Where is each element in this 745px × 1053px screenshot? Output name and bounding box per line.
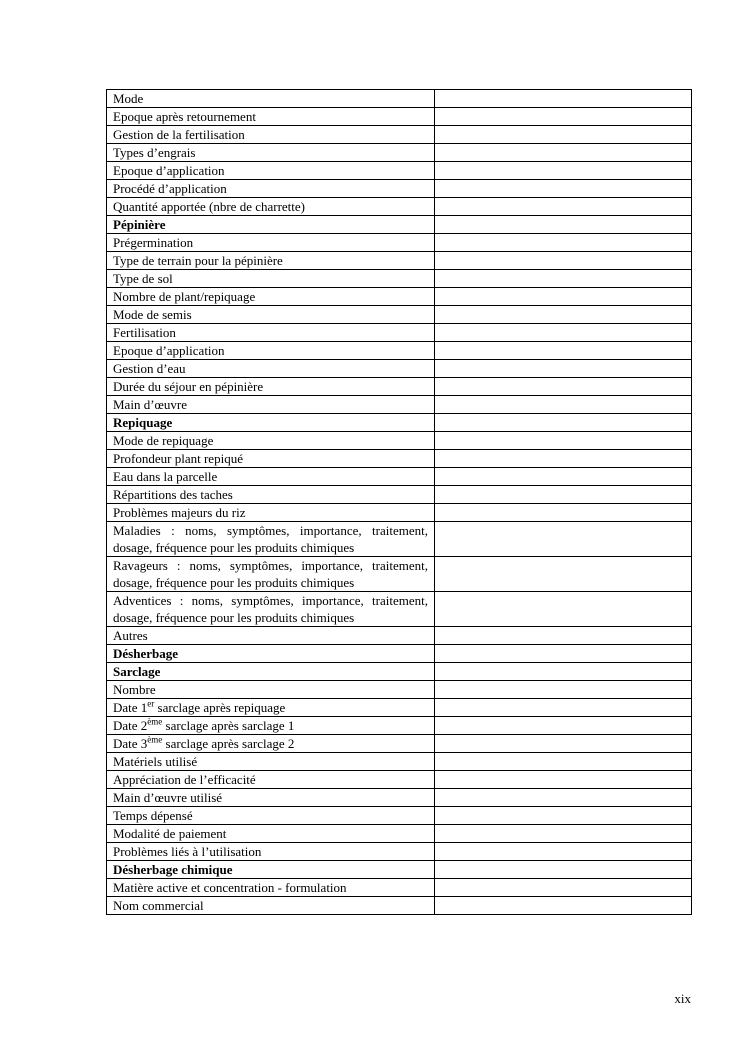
- row-value-cell[interactable]: [435, 234, 692, 252]
- row-label: Mode: [107, 90, 435, 108]
- row-label-text: sarclage après sarclage 1: [162, 718, 295, 733]
- table-row: [107, 162, 692, 180]
- table-row: [107, 699, 692, 717]
- row-value-cell[interactable]: [435, 699, 692, 717]
- row-value-cell[interactable]: [435, 861, 692, 879]
- row-value-cell[interactable]: [435, 825, 692, 843]
- row-label: Main d’œuvre: [107, 396, 435, 414]
- row-label: Procédé d’application: [107, 180, 435, 198]
- table-row: [107, 486, 692, 504]
- row-label: Eau dans la parcelle: [107, 468, 435, 486]
- row-value-cell[interactable]: [435, 897, 692, 915]
- row-label: Désherbage chimique: [107, 861, 435, 879]
- table-row: [107, 807, 692, 825]
- row-value-cell[interactable]: [435, 270, 692, 288]
- table-row: [107, 717, 692, 735]
- row-label: Matière active et concentration - formulation: [107, 879, 435, 897]
- questionnaire-table: [106, 89, 692, 915]
- table-row: [107, 504, 692, 522]
- section-header-row: [107, 414, 692, 432]
- row-value-cell[interactable]: [435, 126, 692, 144]
- row-value-cell[interactable]: [435, 432, 692, 450]
- table-row: [107, 270, 692, 288]
- table-row: [107, 735, 692, 753]
- row-label: Durée du séjour en pépinière: [107, 378, 435, 396]
- row-label: Epoque d’application: [107, 162, 435, 180]
- row-value-cell[interactable]: [435, 681, 692, 699]
- row-value-cell[interactable]: [435, 414, 692, 432]
- row-value-cell[interactable]: [435, 771, 692, 789]
- row-value-cell[interactable]: [435, 360, 692, 378]
- row-value-cell[interactable]: [435, 180, 692, 198]
- row-value-cell[interactable]: [435, 807, 692, 825]
- section-header-row: [107, 663, 692, 681]
- row-label: Désherbage: [107, 645, 435, 663]
- ordinal-superscript: er: [147, 698, 155, 709]
- table-row: [107, 252, 692, 270]
- row-value-cell[interactable]: [435, 645, 692, 663]
- table-row: [107, 468, 692, 486]
- row-label: Fertilisation: [107, 324, 435, 342]
- row-label-text: sarclage après repiquage: [154, 700, 286, 715]
- row-value-cell[interactable]: [435, 879, 692, 897]
- row-value-cell[interactable]: [435, 198, 692, 216]
- row-label: Mode de repiquage: [107, 432, 435, 450]
- table-body: [107, 90, 692, 915]
- row-label: Nom commercial: [107, 897, 435, 915]
- row-label: Gestion de la fertilisation: [107, 126, 435, 144]
- row-label: Adventices : noms, symptômes, importance, traitement, dosage, fréquence pour les produits chimiques: [107, 592, 435, 627]
- table-row: [107, 557, 692, 592]
- row-value-cell[interactable]: [435, 162, 692, 180]
- row-label: Main d’œuvre utilisé: [107, 789, 435, 807]
- table-row: [107, 180, 692, 198]
- row-label: Prégermination: [107, 234, 435, 252]
- row-value-cell[interactable]: [435, 592, 692, 627]
- row-label-text: Date 1: [113, 700, 148, 715]
- row-label: Appréciation de l’efficacité: [107, 771, 435, 789]
- row-value-cell[interactable]: [435, 717, 692, 735]
- row-label: Matériels utilisé: [107, 753, 435, 771]
- table-row: [107, 522, 692, 557]
- row-value-cell[interactable]: [435, 378, 692, 396]
- row-value-cell[interactable]: [435, 216, 692, 234]
- table-row: [107, 306, 692, 324]
- row-value-cell[interactable]: [435, 663, 692, 681]
- row-label: Mode de semis: [107, 306, 435, 324]
- table-row: [107, 126, 692, 144]
- row-value-cell[interactable]: [435, 486, 692, 504]
- row-value-cell[interactable]: [435, 108, 692, 126]
- row-label: Modalité de paiement: [107, 825, 435, 843]
- row-value-cell[interactable]: [435, 843, 692, 861]
- row-label: Problèmes liés à l’utilisation: [107, 843, 435, 861]
- table-row: [107, 681, 692, 699]
- table-row: [107, 627, 692, 645]
- table-row: [107, 198, 692, 216]
- section-header-row: [107, 861, 692, 879]
- row-value-cell[interactable]: [435, 557, 692, 592]
- row-value-cell[interactable]: [435, 627, 692, 645]
- table-row: [107, 144, 692, 162]
- row-value-cell[interactable]: [435, 144, 692, 162]
- table-row: [107, 450, 692, 468]
- table-row: [107, 360, 692, 378]
- table-row: [107, 378, 692, 396]
- row-label: Nombre: [107, 681, 435, 699]
- table-row: [107, 753, 692, 771]
- row-value-cell[interactable]: [435, 450, 692, 468]
- table-row: [107, 90, 692, 108]
- row-value-cell[interactable]: [435, 522, 692, 557]
- row-label: [107, 699, 435, 717]
- row-label-text: Date 3: [113, 736, 148, 751]
- row-label: Ravageurs : noms, symptômes, importance, traitement, dosage, fréquence pour les produits chimiques: [107, 557, 435, 592]
- table-row: [107, 843, 692, 861]
- row-label: Maladies : noms, symptômes, importance, traitement, dosage, fréquence pour les produits chimiques: [107, 522, 435, 557]
- page-number: xix: [674, 991, 691, 1006]
- table-row: [107, 897, 692, 915]
- table-row: [107, 396, 692, 414]
- ordinal-superscript: ème: [147, 716, 163, 727]
- row-label-text: Date 2: [113, 718, 148, 733]
- ordinal-superscript: ème: [147, 734, 163, 745]
- row-label: Répartitions des taches: [107, 486, 435, 504]
- row-label: Repiquage: [107, 414, 435, 432]
- table-row: [107, 879, 692, 897]
- table-row: [107, 324, 692, 342]
- row-label: Type de sol: [107, 270, 435, 288]
- row-label: Autres: [107, 627, 435, 645]
- row-value-cell[interactable]: [435, 753, 692, 771]
- section-header-row: [107, 645, 692, 663]
- row-label: Quantité apportée (nbre de charrette): [107, 198, 435, 216]
- table-row: [107, 288, 692, 306]
- row-label: Temps dépensé: [107, 807, 435, 825]
- row-value-cell[interactable]: [435, 306, 692, 324]
- row-value-cell[interactable]: [435, 324, 692, 342]
- row-label: Pépinière: [107, 216, 435, 234]
- row-label: Gestion d’eau: [107, 360, 435, 378]
- row-value-cell[interactable]: [435, 789, 692, 807]
- row-label: Type de terrain pour la pépinière: [107, 252, 435, 270]
- table-row: [107, 592, 692, 627]
- row-value-cell[interactable]: [435, 252, 692, 270]
- row-value-cell[interactable]: [435, 288, 692, 306]
- row-label: Sarclage: [107, 663, 435, 681]
- table-row: [107, 771, 692, 789]
- table-row: [107, 234, 692, 252]
- table-row: [107, 342, 692, 360]
- row-label: [107, 717, 435, 735]
- row-label: [107, 735, 435, 753]
- row-value-cell[interactable]: [435, 504, 692, 522]
- table-row: [107, 432, 692, 450]
- row-label-text: sarclage après sarclage 2: [162, 736, 295, 751]
- section-header-row: [107, 216, 692, 234]
- row-label: Epoque d’application: [107, 342, 435, 360]
- row-value-cell[interactable]: [435, 396, 692, 414]
- table-row: [107, 789, 692, 807]
- row-label: Epoque après retournement: [107, 108, 435, 126]
- row-label: Problèmes majeurs du riz: [107, 504, 435, 522]
- row-label: Nombre de plant/repiquage: [107, 288, 435, 306]
- row-value-cell[interactable]: [435, 735, 692, 753]
- row-label: Types d’engrais: [107, 144, 435, 162]
- row-label: Profondeur plant repiqué: [107, 450, 435, 468]
- row-value-cell[interactable]: [435, 342, 692, 360]
- table-row: [107, 108, 692, 126]
- row-value-cell[interactable]: [435, 468, 692, 486]
- table-row: [107, 825, 692, 843]
- row-value-cell[interactable]: [435, 90, 692, 108]
